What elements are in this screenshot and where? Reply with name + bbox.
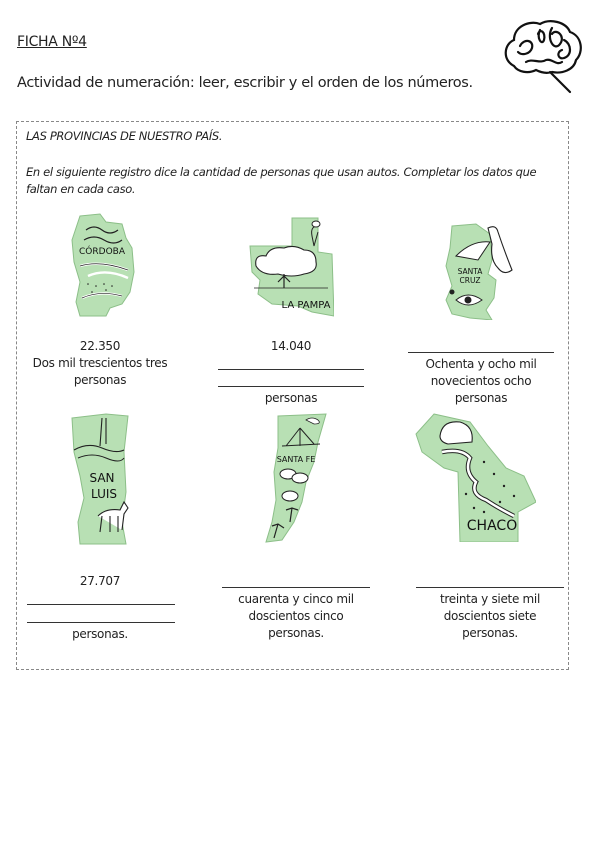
la-pampa-words: personas	[264, 391, 318, 405]
santa-fe-map-icon	[262, 412, 330, 544]
svg-text:SANTA FE: SANTA FE	[276, 455, 316, 464]
chaco-map-icon	[414, 412, 536, 542]
santa-cruz-words-line1: Ochenta y ocho mil	[425, 357, 537, 371]
la-pampa-map-icon	[248, 216, 334, 320]
santa-cruz-map-icon	[442, 220, 514, 320]
svg-text:CRUZ: CRUZ	[459, 276, 481, 285]
la-pampa-number: 14.040	[270, 339, 312, 353]
la-pampa-answer-line-1[interactable]	[218, 369, 364, 370]
chaco-words-line1: treinta y siete mil	[439, 592, 540, 606]
svg-text:LUIS: LUIS	[90, 487, 118, 501]
instructions: En el siguiente registro dice la cantidad de personas que usan autos. Completar los datos que faltan en cada caso.	[26, 165, 537, 196]
worksheet-subtitle: Actividad de numeración: leer, escribir y el orden de los números.	[17, 75, 473, 91]
svg-text:SANTA: SANTA	[457, 267, 483, 276]
svg-text:SAN: SAN	[89, 471, 115, 485]
la-pampa-answer-line-2[interactable]	[218, 386, 364, 387]
santa-fe-words-line2: doscientos cinco	[248, 609, 344, 623]
brain-icon	[500, 16, 584, 96]
cordoba-map-icon	[66, 212, 138, 320]
san-luis-map-icon	[66, 412, 132, 546]
cordoba-words-line1: Dos mil trescientos tres	[32, 356, 168, 370]
santa-cruz-words-line2: novecientos ocho	[430, 374, 532, 388]
cordoba-words-line2: personas	[73, 373, 127, 387]
santa-cruz-number-line[interactable]	[408, 352, 554, 353]
santa-cruz-words-line3: personas	[454, 391, 508, 405]
san-luis-words: personas.	[72, 627, 128, 641]
chaco-words-line2: doscientos siete	[443, 609, 537, 623]
chaco-number-line[interactable]	[416, 587, 564, 588]
svg-text:CÓRDOBA: CÓRDOBA	[79, 247, 125, 257]
santa-fe-words-line3: personas.	[268, 626, 324, 640]
san-luis-answer-line-1[interactable]	[27, 604, 175, 605]
svg-text:LA PAMPA: LA PAMPA	[281, 300, 331, 311]
san-luis-answer-line-2[interactable]	[27, 622, 175, 623]
cordoba-number: 22.350	[79, 339, 121, 353]
santa-fe-number-line[interactable]	[222, 587, 370, 588]
san-luis-number: 27.707	[79, 574, 121, 588]
santa-fe-words-line1: cuarenta y cinco mil	[238, 592, 354, 606]
chaco-words-line3: personas.	[462, 626, 518, 640]
worksheet-title: FICHA Nº4	[17, 34, 87, 50]
section-heading: LAS PROVINCIAS DE NUESTRO PAÍS.	[26, 129, 223, 143]
svg-text:CHACO: CHACO	[466, 518, 518, 534]
